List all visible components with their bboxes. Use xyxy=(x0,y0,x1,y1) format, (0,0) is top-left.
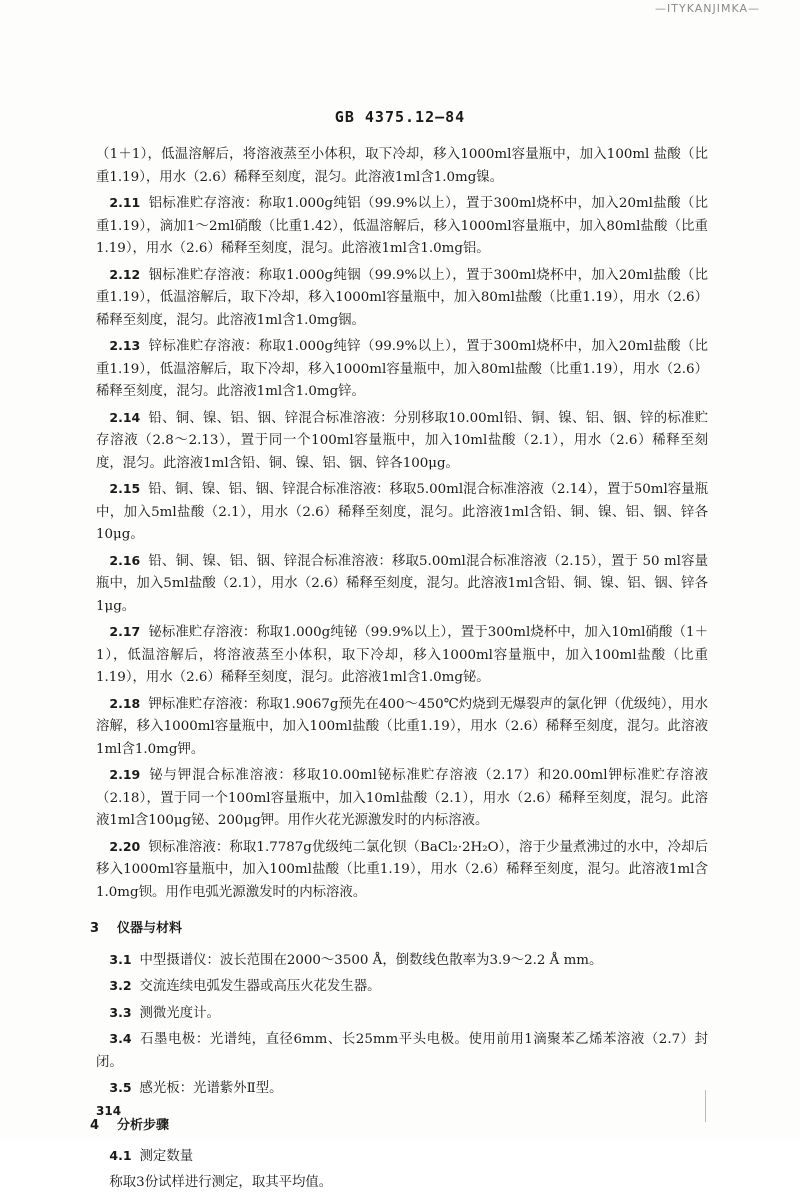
paragraph-2-18 xyxy=(96,693,708,762)
paragraph-text: 铋标准贮存溶液：称取1.000g纯铋（99.9%以上），置于300ml烧杯中，加入10ml硝酸（1＋1），低温溶解后，将溶液蒸至小体积，取下冷却，移入1000ml容量瓶中，加入100ml盐酸（比重1.19），用水（2.6）稀释至刻度，混匀。此溶液1ml含1.0mg铋。 xyxy=(96,625,708,685)
clause-number: 2.17 xyxy=(109,624,141,639)
item-text: 感光板：光谱紫外Ⅱ型。 xyxy=(139,1081,283,1096)
item-3-1 xyxy=(96,949,708,973)
paragraph-2-11 xyxy=(96,192,708,261)
clause-number: 2.15 xyxy=(109,481,141,496)
clause-number: 3.5 xyxy=(109,1080,132,1095)
item-text: 石墨电极：光谱纯，直径6mm、长25mm平头电极。使用前用1滴聚苯乙烯苯溶液（2.7）封闭。 xyxy=(96,1032,708,1070)
item-text: 交流连续电弧发生器或高压火花发生器。 xyxy=(139,979,381,994)
clause-number: 2.12 xyxy=(109,266,141,282)
paragraph-continuation xyxy=(96,144,708,189)
item-4-1 xyxy=(96,1145,708,1169)
clause-number: 2.14 xyxy=(109,409,141,425)
page-number: 314 xyxy=(96,1104,122,1118)
paragraph-text: 铋与钾混合标准溶液：移取10.00ml铋标准贮存溶液（2.17）和20.00ml钾标准贮存溶液（2.18），置于同一个100ml容量瓶中，加入10ml盐酸（2.1），用水（2.6）稀释至刻度，混匀。此溶液1ml含100μg铋、200μg钾。用作火花光源激发时的内标溶液。 xyxy=(96,768,708,828)
paragraph-text: 锌标准贮存溶液：称取1.000g纯锌（99.9%以上），置于300ml烧杯中，加入20ml盐酸（比重1.19），低温溶解后，取下冷却，移入1000ml容量瓶中，加入80ml盐酸（比重1.19），用水（2.6）稀释至刻度，混匀。此溶液1ml含1.0mg锌。 xyxy=(96,339,708,399)
paragraph-text: （1＋1），低温溶解后，将溶液蒸至小体积，取下冷却，移入1000ml容量瓶中，加入100ml 盐酸（比重1.19），用水（2.6）稀释至刻度，混匀。此溶液1ml含1.0mg镍。 xyxy=(96,147,708,185)
clause-number: 3.1 xyxy=(109,951,132,967)
paragraph-2-13 xyxy=(96,335,708,404)
clause-number: 3.2 xyxy=(109,978,132,993)
item-text: 测微光度计。 xyxy=(139,1005,220,1021)
item-3-3 xyxy=(96,1002,708,1026)
item-text: 称取3份试样进行测定，取其平均值。 xyxy=(109,1174,333,1190)
scan-top-mark: —ITYKANJIMKA— xyxy=(655,2,760,15)
paragraph-text: 铅、铜、镍、铝、铟、锌混合标准溶液：移取5.00ml混合标准溶液（2.14），置于50ml容量瓶中，加入5ml盐酸（2.1），用水（2.6）稀释至刻度，混匀。此溶液1ml含铅、铜、镍、铝、铟、锌各10μg。 xyxy=(96,482,708,542)
section-title: 分析步骤 xyxy=(117,1117,170,1133)
paragraph-text: 铅、铜、镍、铝、铟、锌混合标准溶液：移取5.00ml混合标准溶液（2.15），置于 50 ml容量瓶中，加入5ml盐酸（2.1），用水（2.6）稀释至刻度，混匀。此溶液1ml含铅、铜、镍、铝、铟、锌各1μg。 xyxy=(96,553,708,614)
item-3-5 xyxy=(96,1077,708,1101)
paragraph-2-15 xyxy=(96,478,708,547)
body-text xyxy=(90,144,708,1197)
paragraph-2-16 xyxy=(96,550,708,619)
clause-number: 2.11 xyxy=(109,195,141,210)
item-3-4 xyxy=(96,1028,708,1074)
paragraph-text: 钡标准溶液：称取1.7787g优级纯二氯化钡（BaCl₂·2H₂O），溶于少量煮沸过的水中，冷却后移入1000ml容量瓶中，加入100ml盐酸（比重1.19），用水（2.6）稀释至刻度，混匀。此溶液1ml含1.0mg钡。用作电弧光源激发时的内标溶液。 xyxy=(96,839,708,900)
paragraph-2-12 xyxy=(96,264,708,333)
standard-header: GB 4375.12—84 xyxy=(334,108,466,126)
section-number: 3 xyxy=(90,921,100,936)
clause-number: 3.3 xyxy=(109,1004,132,1020)
paragraph-2-17 xyxy=(96,621,708,690)
clause-number: 4.1 xyxy=(109,1148,132,1163)
paragraph-text: 铝标准贮存溶液：称取1.000g纯铝（99.9%以上），置于300ml烧杯中，加入20ml盐酸（比重1.19），滴加1～2ml硝酸（比重1.42），低温溶解后，移入1000ml容量瓶中，加入80ml盐酸（比重1.19），用水（2.6）稀释至刻度，混匀。此溶液1ml含1.0mg铝。 xyxy=(96,196,708,256)
clause-number: 2.19 xyxy=(109,767,141,782)
scan-edge-mark xyxy=(705,1090,714,1122)
item-title: 测定数量 xyxy=(139,1149,194,1164)
section-number: 4 xyxy=(90,1117,100,1133)
clause-number: 2.18 xyxy=(109,695,141,711)
item-text: 中型摄谱仪：波长范围在2000～3500 Å，倒数线色散率为3.9～2.2 Å mm。 xyxy=(139,952,603,968)
section-heading-4 xyxy=(90,1115,708,1138)
section-title: 仪器与材料 xyxy=(117,921,183,936)
clause-number: 2.16 xyxy=(109,552,141,568)
clause-number: 2.20 xyxy=(109,838,141,854)
clause-number: 2.13 xyxy=(109,338,141,353)
paragraph-2-19 xyxy=(96,764,708,833)
paragraph-text: 钾标准贮存溶液：称取1.9067g预先在400～450℃灼烧到无爆裂声的氯化钾（优级纯），用水溶解，移入1000ml容量瓶中，加入100ml盐酸（比重1.19），用水（2.6）稀释至刻度，混匀。此溶液1ml含1.0mg钾。 xyxy=(96,696,708,757)
section-heading-3 xyxy=(90,918,708,941)
item-4-1-text xyxy=(96,1172,708,1195)
paragraph-text: 铟标准贮存溶液：称取1.000g纯铟（99.9%以上），置于300ml烧杯中，加入20ml盐酸（比重1.19），低温溶解后，取下冷却，移入1000ml容量瓶中，加入80ml盐酸（比重1.19），用水（2.6）稀释至刻度，混匀。此溶液1ml含1.0mg铟。 xyxy=(96,267,708,328)
paragraph-2-20 xyxy=(96,836,708,905)
paragraph-2-14 xyxy=(96,407,708,476)
clause-number: 3.4 xyxy=(109,1031,132,1046)
paragraph-text: 铅、铜、镍、铝、铟、锌混合标准溶液：分别移取10.00ml铅、铜、镍、铝、铟、锌的标准贮存溶液（2.8～2.13），置于同一个100ml容量瓶中，加入10ml盐酸（2.1），用水（2.6）稀释至刻度，混匀。此溶液1ml含铅、铜、镍、铝、铟、锌各100μg。 xyxy=(96,410,708,471)
item-3-2 xyxy=(96,975,708,999)
